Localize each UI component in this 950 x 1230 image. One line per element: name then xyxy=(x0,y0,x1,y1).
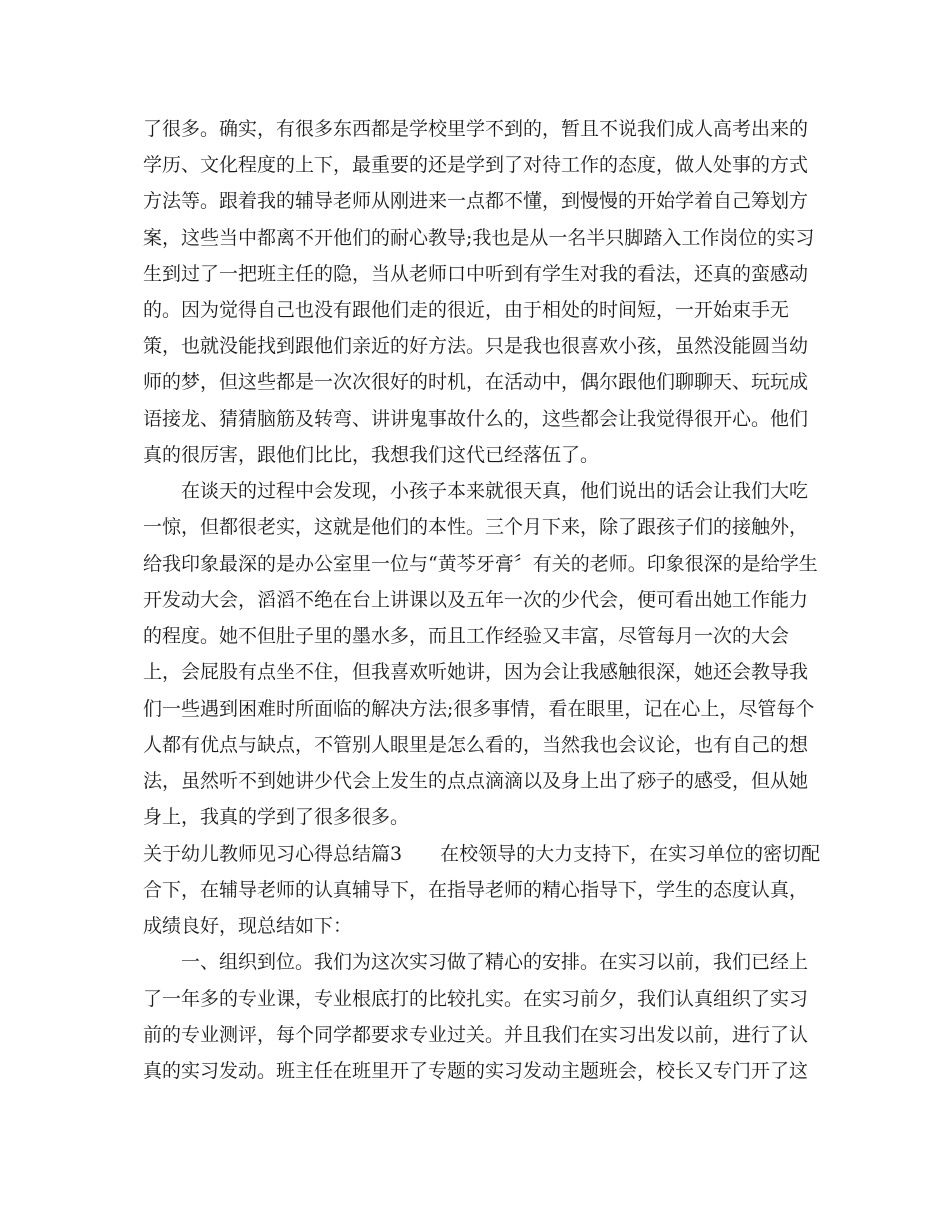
text-line: 给我印象最深的是办公室里一位与“黄芩牙膏〞有关的老师。印象很深的是给学生 xyxy=(143,553,818,575)
text-line: 开发动大会，滔滔不绝在台上讲课以及五年一次的少代会，便可看出她工作能力 xyxy=(143,589,809,611)
text-line: 成绩良好，现总结如下： xyxy=(143,915,353,937)
text-line: 上，会屁股有点坐不住，但我喜欢听她讲，因为会让我感触很深，她还会教导我 xyxy=(143,661,809,683)
text-line: 了一年多的专业课，专业根底打的比较扎实。在实习前夕，我们认真组织了实习 xyxy=(143,988,809,1010)
text-line: 们一些遇到困难时所面临的解决方法;很多事情，看在眼里，记在心上，尽管每个 xyxy=(143,698,815,720)
text-line: 语接龙、猜猜脑筋及转弯、讲讲鬼事故什么的，这些都会让我觉得很开心。他们 xyxy=(143,408,809,430)
text-line: 身上，我真的学到了很多很多。 xyxy=(143,806,410,828)
text-line: 前的专业测评，每个同学都要求专业过关。并且我们在实习出发以前，进行了认 xyxy=(143,1024,809,1046)
paragraph-start-line: 在谈天的过程中会发现，小孩子本来就很天真，他们说出的话会让我们大吃 xyxy=(181,480,809,502)
text-line: 法，虽然听不到她讲少代会上发生的点点滴滴以及身上出了痧子的感受，但从她 xyxy=(143,770,809,792)
text-line: 策，也就没能找到跟他们亲近的好方法。只是我也很喜欢小孩，虽然没能圆当幼 xyxy=(143,335,809,357)
text-line: 合下，在辅导老师的认真辅导下，在指导老师的精心指导下，学生的态度认真， xyxy=(143,879,809,901)
text-line: 人都有优点与缺点，不管别人眼里是怎么看的，当然我也会议论，也有自己的想 xyxy=(143,734,809,756)
section-heading-line: 关于幼儿教师见习心得总结篇3 在校领导的大力支持下，在实习单位的密切配 xyxy=(143,843,821,865)
text-line: 学历、文化程度的上下，最重要的还是学到了对待工作的态度，做人处事的方式 xyxy=(143,154,809,176)
text-line: 真的实习发动。班主任在班里开了专题的实习发动主题班会，校长又专门开了这 xyxy=(143,1060,809,1082)
text-line: 的。因为觉得自己也没有跟他们走的很近，由于相处的时间短，一开始束手无 xyxy=(143,299,790,321)
text-line: 案，这些当中都离不开他们的耐心教导;我也是从一名半只脚踏入工作岗位的实习 xyxy=(143,227,815,249)
text-line: 一惊，但都很老实，这就是他们的本性。三个月下来，除了跟孩子们的接触外， xyxy=(143,516,809,538)
text-line: 真的很厉害，跟他们比比，我想我们这代已经落伍了。 xyxy=(143,444,600,466)
text-line: 师的梦，但这些都是一次次很好的时机，在活动中，偶尔跟他们聊聊天、玩玩成 xyxy=(143,371,809,393)
paragraph-start-line: 一、组织到位。我们为这次实习做了精心的安排。在实习以前，我们已经上 xyxy=(181,951,809,973)
text-line: 方法等。跟着我的辅导老师从刚进来一点都不懂，到慢慢的开始学着自己筹划方 xyxy=(143,190,809,212)
text-line: 的程度。她不但肚子里的墨水多，而且工作经验又丰富，尽管每月一次的大会 xyxy=(143,625,790,647)
text-line: 了很多。确实，有很多东西都是学校里学不到的，暂且不说我们成人高考出来的 xyxy=(143,118,809,140)
text-line: 生到过了一把班主任的隐，当从老师口中听到有学生对我的看法，还真的蛮感动 xyxy=(143,263,809,285)
